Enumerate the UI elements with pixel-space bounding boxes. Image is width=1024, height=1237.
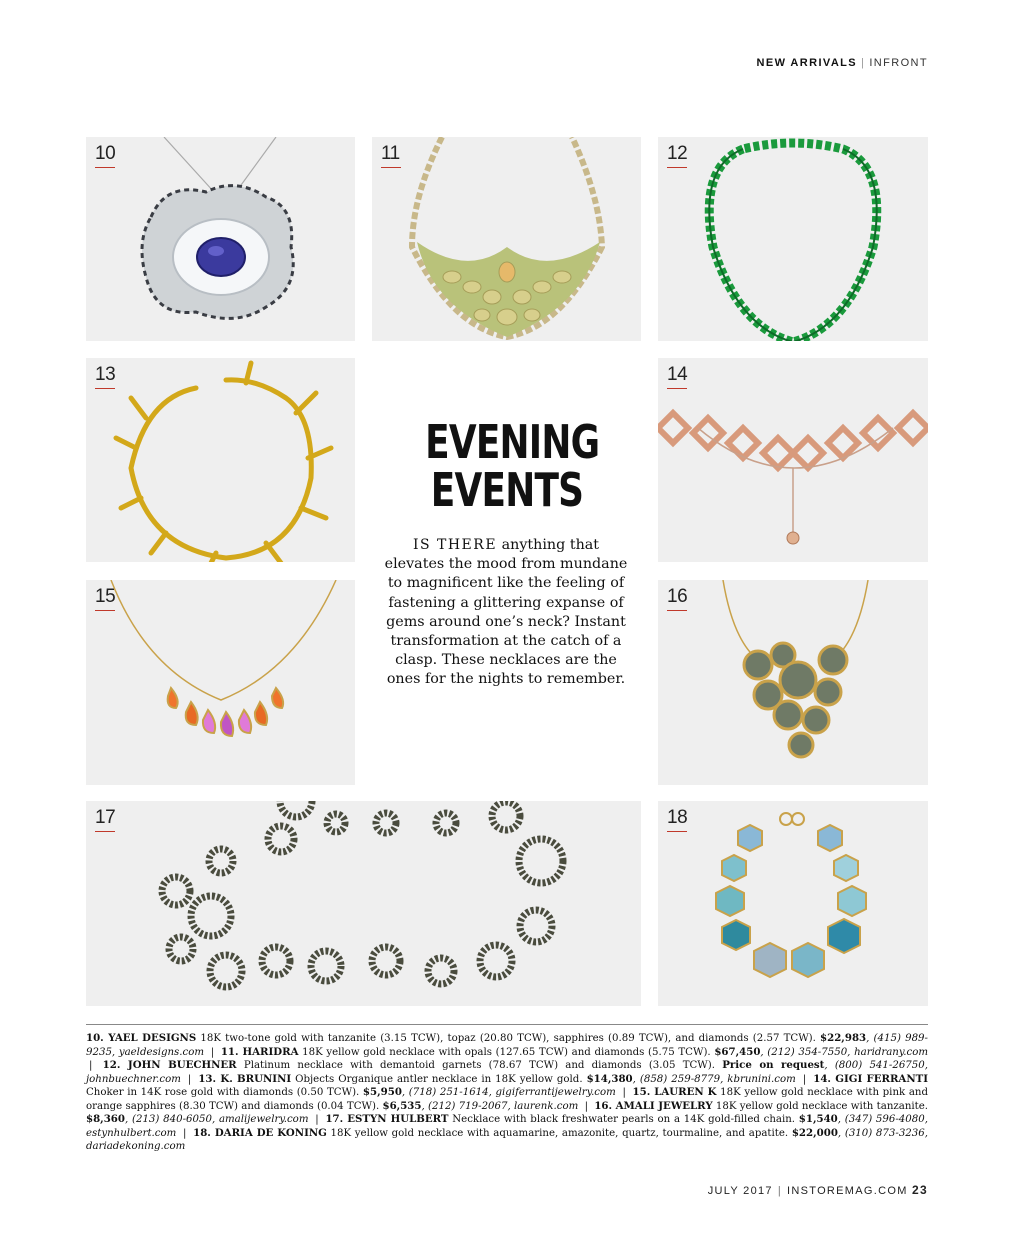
credit-separator: |	[187, 1073, 192, 1085]
feature-title	[425, 415, 600, 517]
page-footer	[708, 1183, 928, 1197]
credit-contact: , (213) 840-6050, amalijewelry.com	[125, 1114, 309, 1125]
credit-price: $22,983	[820, 1032, 867, 1044]
credit-brand: 11. HARIDRA	[220, 1045, 299, 1058]
item-number: 16	[667, 586, 687, 611]
credit-brand: 12. JOHN BUECHNER	[102, 1059, 237, 1071]
garnet-riviera-necklace-icon	[658, 137, 928, 341]
product-panel-14	[658, 358, 928, 562]
credit-brand: 13. K. BRUNINI	[198, 1072, 292, 1085]
credit-price: Price on request	[722, 1059, 825, 1071]
credit-brand: 14. GIGI FERRANTI	[813, 1072, 928, 1085]
credit-brand: 18. DARIA DE KONING	[193, 1126, 327, 1139]
credit-contact: , (858) 259-8779, kbrunini.com	[632, 1073, 796, 1085]
credit-description: 18K yellow gold necklace with pink and orange sapphires (8.30 TCW) and diamonds (0.04 TCW).	[86, 1087, 928, 1112]
intro-body: anything that elevates the mood from mundane to magnificent like the feeling of fastening a glittering expanse of gems around one’s neck? Instant transformation at the catch of a clasp. These necklaces are the ones for the nights to remember.	[384, 537, 628, 688]
section-header	[757, 57, 928, 69]
credit-description: Objects Organique antler necklace in 18K yellow gold.	[291, 1073, 587, 1085]
credit-description: 18K yellow gold necklace with opals (127.65 TCW) and diamonds (5.75 TCW).	[298, 1046, 715, 1058]
item-number: 11	[381, 143, 401, 168]
pearl-ring-necklace-icon	[86, 801, 641, 1006]
credits-divider	[86, 1024, 928, 1025]
credit-price: $8,360	[86, 1113, 125, 1125]
product-panel-11	[372, 137, 641, 341]
issue-date: JULY 2017	[707, 1185, 773, 1197]
item-number: 13	[95, 364, 115, 389]
feature-intro	[384, 536, 628, 690]
credit-description: Necklace with black freshwater pearls on a 14K gold-filled chain.	[448, 1114, 799, 1125]
credit-brand: 17. ESTYN HULBERT	[325, 1113, 449, 1125]
feature-title-line-2: EVENTS	[430, 463, 584, 517]
credit-price: $5,950	[362, 1086, 402, 1098]
product-panel-17	[86, 801, 641, 1006]
product-panel-13	[86, 358, 355, 562]
credit-separator: |	[89, 1060, 93, 1071]
credit-separator: |	[584, 1100, 589, 1112]
product-panel-10	[86, 137, 355, 341]
feature-title-line-1: EVENING	[425, 415, 600, 469]
credit-separator: |	[315, 1114, 319, 1125]
item-number: 10	[95, 143, 115, 168]
credit-brand: 15. LAUREN K	[632, 1086, 717, 1098]
credit-contact: , (718) 251-1614, gigiferrantijewelry.com	[401, 1087, 616, 1098]
credit-price: $6,535	[382, 1099, 422, 1112]
product-panel-15	[86, 580, 355, 785]
credit-contact: , (415) 989-9235, yaeldesigns.com	[86, 1033, 928, 1058]
item-number: 17	[95, 807, 115, 832]
credit-11	[221, 1047, 928, 1058]
item-number: 18	[667, 807, 687, 832]
item-number: 12	[667, 143, 687, 168]
footer-divider: |	[777, 1185, 783, 1197]
credit-separator: |	[183, 1127, 187, 1139]
tanzanite-cluster-necklace-icon	[658, 580, 928, 785]
credit-contact: , (310) 873-3236, dariadekoning.com	[86, 1127, 928, 1152]
credit-description: Choker in 14K rose gold with diamonds (0.50 TCW).	[86, 1087, 363, 1098]
credit-13	[198, 1074, 796, 1085]
product-panel-18	[658, 801, 928, 1006]
credit-brand: 16. AMALI JEWELRY	[594, 1099, 713, 1112]
credit-brand: 10. YAEL DESIGNS	[86, 1032, 197, 1044]
credit-description: Platinum necklace with demantoid garnets (78.67 TCW) and diamonds (3.05 TCW).	[236, 1060, 723, 1071]
product-credits	[86, 1032, 928, 1154]
item-number: 15	[95, 586, 115, 611]
header-divider: |	[861, 57, 866, 69]
credit-contact: , (347) 596-4080, estynhulbert.com	[86, 1114, 928, 1139]
product-panel-16	[658, 580, 928, 785]
page-number: 23	[912, 1183, 928, 1197]
credit-description: 18K yellow gold necklace with aquamarine, amazonite, quartz, tourmaline, and apatite.	[326, 1127, 792, 1139]
aquamarine-hexagon-necklace-icon	[658, 801, 928, 1006]
credit-price: $14,380	[586, 1072, 633, 1085]
credit-separator: |	[802, 1073, 807, 1085]
credit-18	[86, 1128, 928, 1153]
credit-separator: |	[622, 1087, 626, 1098]
credit-contact: , (212) 354-7550, haridrany.com	[760, 1046, 928, 1058]
section-name: NEW ARRIVALS	[756, 57, 858, 69]
credit-description: 18K yellow gold necklace with tanzanite.	[712, 1100, 929, 1112]
credit-price: $67,450	[714, 1045, 761, 1058]
product-panel-12	[658, 137, 928, 341]
credit-price: $22,000	[791, 1126, 838, 1139]
opal-bib-necklace-icon	[372, 137, 641, 341]
item-number: 14	[667, 364, 687, 389]
subsection-name: INFRONT	[869, 57, 928, 69]
credit-separator: |	[210, 1046, 215, 1058]
sapphire-drop-necklace-icon	[86, 580, 355, 785]
antler-necklace-icon	[86, 358, 355, 562]
credit-contact: , (212) 719-2067, laurenk.com	[421, 1100, 579, 1112]
tanzanite-pendant-icon	[86, 137, 355, 341]
intro-lead: IS THERE	[412, 537, 498, 553]
credit-price: $1,540	[798, 1113, 838, 1125]
credit-description: 18K two-tone gold with tanzanite (3.15 TCW), topaz (20.80 TCW), sapphires (0.89 TCW), and diamonds (2.57 TCW).	[196, 1033, 821, 1044]
site-url: INSTOREMAG.COM	[787, 1185, 908, 1197]
credit-contact: , (800) 541-26750, johnbuechner.com	[86, 1060, 928, 1085]
rose-gold-choker-icon	[658, 358, 928, 562]
